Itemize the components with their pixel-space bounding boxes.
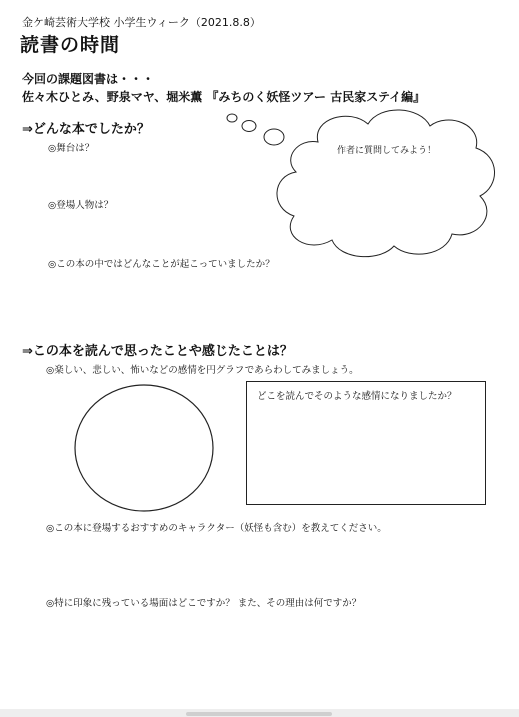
thought-cloud bbox=[277, 110, 495, 257]
assigned-book-authors-title: 佐々木ひとみ、野泉マヤ、堀米薫 『みちのく妖怪ツアー 古民家ステイ編』 bbox=[22, 90, 426, 104]
ask-author-prompt: 作者に質問してみよう！ bbox=[337, 146, 437, 156]
question-events: ◎この本の中ではどんなことが起こっていましたか？ bbox=[48, 259, 275, 270]
feeling-reason-answer-box bbox=[246, 381, 486, 505]
school-event-header: 金ケ崎芸術大学校 小学生ウィーク（2021.8.8） bbox=[22, 16, 261, 29]
assigned-book-intro: 今回の課題図書は・・・ bbox=[22, 72, 155, 86]
section-heading-impressions: ⇒この本を読んで思ったことや感じたことは？ bbox=[22, 344, 293, 359]
question-stage: ◎舞台は？ bbox=[48, 143, 95, 154]
emotion-pie-chart-circle bbox=[75, 385, 213, 511]
question-recommended-character: ◎この本に登場するおすすめのキャラクター（妖怪も含む）を教えてください。 bbox=[46, 523, 387, 534]
home-indicator[interactable] bbox=[186, 712, 332, 716]
section-heading-what-book: ⇒どんな本でしたか？ bbox=[22, 122, 150, 137]
thought-bubble-dot-medium bbox=[242, 121, 256, 132]
thought-bubble-dot-small bbox=[227, 114, 237, 122]
page-title: 読書の時間 bbox=[20, 34, 121, 56]
question-memorable-scene: ◎特に印象に残っている場面はどこですか？ また、その理由は何ですか？ bbox=[46, 598, 362, 609]
feeling-reason-question: どこを読んでそのような感情になりましたか？ bbox=[257, 391, 457, 402]
question-characters: ◎登場人物は？ bbox=[48, 200, 114, 211]
thought-bubble-dot-large bbox=[264, 129, 284, 145]
question-feelings-pie: ◎楽しい、悲しい、怖いなどの感情を円グラフであらわしてみましょう。 bbox=[46, 365, 359, 376]
